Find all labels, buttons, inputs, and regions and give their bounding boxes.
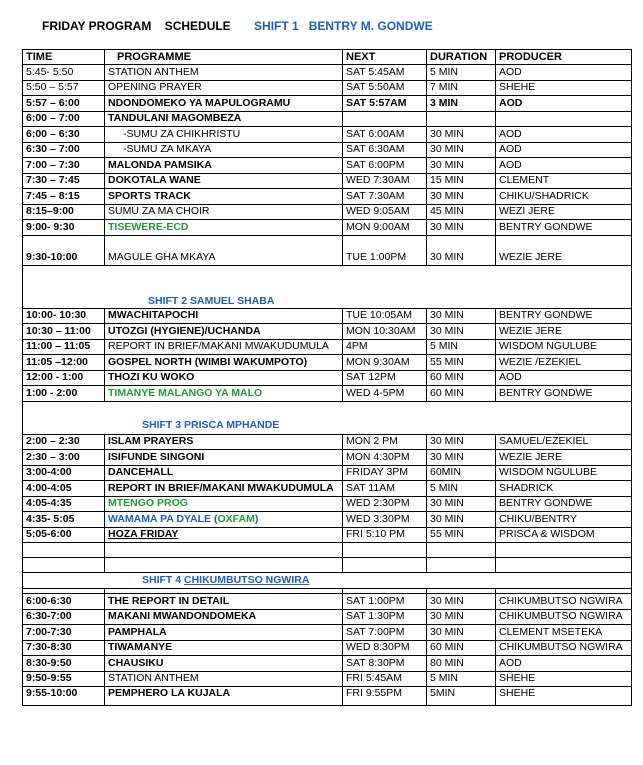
programme-cell: SPORTS TRACK xyxy=(105,189,343,205)
programme-cell: UTOZGI (HYGIENE)/UCHANDA xyxy=(105,324,343,340)
duration-cell: 30 MIN xyxy=(427,158,496,174)
empty-cell xyxy=(105,543,343,558)
programme-cell: THOZI KU WOKO xyxy=(105,370,343,386)
programme-cell: MAKANI MWANDONDOMEKA xyxy=(105,609,343,625)
table-row xyxy=(23,594,632,610)
programme-cell: REPORT IN BRIEF/MAKANI MWAKUDUMULA xyxy=(105,339,343,355)
empty-cell xyxy=(343,558,427,573)
time-cell: 7:00 – 7:30 xyxy=(23,158,105,174)
schedule-title xyxy=(42,19,433,33)
empty-cell xyxy=(343,543,427,558)
time-cell: 9:30-10:00 xyxy=(23,235,105,265)
duration-cell: 15 MIN xyxy=(427,173,496,189)
producer-cell: AOD xyxy=(496,127,632,143)
programme-cell: REPORT IN BRIEF/MAKANI MWAKUDUMULA xyxy=(105,481,343,497)
programme-cell: TIWAMANYE xyxy=(105,640,343,656)
time-cell: 5:50 – 5:57 xyxy=(23,80,105,96)
table-row xyxy=(23,625,632,641)
next-cell: SAT 5:57AM xyxy=(343,96,427,112)
table-row xyxy=(23,324,632,340)
producer-cell: SHEHE xyxy=(496,687,632,706)
next-cell: TUE 10:05AM xyxy=(343,308,427,324)
programme-cell: PEMPHERO LA KUJALA xyxy=(105,687,343,706)
duration-cell xyxy=(427,111,496,127)
duration-cell: 3 MIN xyxy=(427,96,496,112)
producer-cell: WEZI JERE xyxy=(496,204,632,220)
duration-cell: 5MIN xyxy=(427,687,496,706)
duration-cell: 30 MIN xyxy=(427,324,496,340)
table-row xyxy=(23,80,632,96)
next-cell: SAT 6:00PM xyxy=(343,158,427,174)
table-row xyxy=(23,339,632,355)
next-cell: MON 4:30PM xyxy=(343,450,427,466)
time-cell: 6:00 – 6:30 xyxy=(23,127,105,143)
time-cell: 8:30-9:50 xyxy=(23,656,105,672)
next-cell: SAT 12PM xyxy=(343,370,427,386)
table-row xyxy=(23,512,632,528)
table-row xyxy=(23,355,632,371)
next-cell: SAT 1:00PM xyxy=(343,594,427,610)
producer-cell: WISDOM NGULUBE xyxy=(496,465,632,481)
time-cell: 6:30 – 7:00 xyxy=(23,142,105,158)
next-cell: SAT 11AM xyxy=(343,481,427,497)
empty-cell xyxy=(427,543,496,558)
duration-cell: 5 MIN xyxy=(427,65,496,81)
time-cell: 5:05-6:00 xyxy=(23,527,105,543)
header-next: NEXT xyxy=(343,50,427,65)
producer-cell: BENTRY GONDWE xyxy=(496,496,632,512)
header-duration: DURATION xyxy=(427,50,496,65)
table-row xyxy=(23,640,632,656)
table-row xyxy=(23,527,632,543)
empty-cell xyxy=(23,558,105,573)
time-cell: 9:55-10:00 xyxy=(23,687,105,706)
table-row xyxy=(23,496,632,512)
table-row xyxy=(23,142,632,158)
table-row xyxy=(23,609,632,625)
duration-cell: 30 MIN xyxy=(427,434,496,450)
table-row xyxy=(23,687,632,706)
producer-cell xyxy=(496,111,632,127)
table-row xyxy=(23,450,632,466)
programme-part: WAMAMA PA DYALE ( xyxy=(108,512,218,525)
table-row xyxy=(23,65,632,81)
time-cell: 6:00 – 7:00 xyxy=(23,111,105,127)
next-cell: SAT 6:00AM xyxy=(343,127,427,143)
table-row xyxy=(23,671,632,687)
table-row xyxy=(23,370,632,386)
header-row xyxy=(23,50,632,65)
shift2-row xyxy=(23,265,632,308)
duration-cell: 55 MIN xyxy=(427,355,496,371)
duration-cell: 30 MIN xyxy=(427,496,496,512)
shift4-label-cell xyxy=(23,573,632,589)
programme-cell: DANCEHALL xyxy=(105,465,343,481)
shift4-row xyxy=(23,573,632,589)
next-cell: MON 9:00AM xyxy=(343,220,427,236)
next-cell: MON 10:30AM xyxy=(343,324,427,340)
producer-cell: SAMUEL/EZEKIEL xyxy=(496,434,632,450)
producer-cell: WEZIE JERE xyxy=(496,450,632,466)
empty-row xyxy=(23,558,632,573)
programme-part: ) xyxy=(254,512,259,525)
programme-cell: OPENING PRAYER xyxy=(105,80,343,96)
producer-cell: BENTRY GONDWE xyxy=(496,386,632,402)
table-row xyxy=(23,481,632,497)
producer-cell: SHEHE xyxy=(496,80,632,96)
header-time: TIME xyxy=(23,50,105,65)
empty-cell xyxy=(23,543,105,558)
duration-cell: 5 MIN xyxy=(427,339,496,355)
duration-cell: 60 MIN xyxy=(427,640,496,656)
table-row xyxy=(23,656,632,672)
next-cell: SAT 7:30AM xyxy=(343,189,427,205)
table-row xyxy=(23,158,632,174)
next-cell: 4PM xyxy=(343,339,427,355)
producer-cell: WISDOM NGULUBE xyxy=(496,339,632,355)
producer-cell: CHIKUMBUTSO NGWIRA xyxy=(496,594,632,610)
programme-cell xyxy=(105,512,343,528)
next-cell: SAT 5:50AM xyxy=(343,80,427,96)
duration-cell: 30 MIN xyxy=(427,450,496,466)
time-cell: 10:00- 10:30 xyxy=(23,308,105,324)
programme-cell: MWACHITAPOCHI xyxy=(105,308,343,324)
next-cell: WED 7:30AM xyxy=(343,173,427,189)
table-row xyxy=(23,434,632,450)
table-row xyxy=(23,386,632,402)
shift4-name: CHIKUMBUTSO NGWIRA xyxy=(184,574,310,586)
shift3-row xyxy=(23,401,632,434)
time-cell: 4:05-4:35 xyxy=(23,496,105,512)
next-cell: WED 8:30PM xyxy=(343,640,427,656)
duration-cell: 30 MIN xyxy=(427,235,496,265)
table-row xyxy=(23,127,632,143)
table-row xyxy=(23,189,632,205)
programme-cell: CHAUSIKU xyxy=(105,656,343,672)
next-cell: FRI 5:45AM xyxy=(343,671,427,687)
programme-cell: TANDULANI MAGOMBEZA xyxy=(105,111,343,127)
programme-cell: TISEWERE-ECD xyxy=(105,220,343,236)
next-cell: FRIDAY 3PM xyxy=(343,465,427,481)
time-cell: 1:00 - 2:00 xyxy=(23,386,105,402)
time-cell: 7:30 – 7:45 xyxy=(23,173,105,189)
time-cell: 6:00-6:30 xyxy=(23,594,105,610)
duration-cell: 30 MIN xyxy=(427,594,496,610)
table-row xyxy=(23,96,632,112)
title-shift1: SHIFT 1 BENTRY M. GONDWE xyxy=(254,19,433,33)
shift4-label: SHIFT 4 xyxy=(142,574,182,586)
producer-cell: WEZIE JERE xyxy=(496,324,632,340)
empty-cell xyxy=(105,558,343,573)
producer-cell: AOD xyxy=(496,142,632,158)
duration-cell: 60MIN xyxy=(427,465,496,481)
next-cell: SAT 6:30AM xyxy=(343,142,427,158)
duration-cell: 5 MIN xyxy=(427,481,496,497)
programme-cell: PAMPHALA xyxy=(105,625,343,641)
time-cell: 3:00-4:00 xyxy=(23,465,105,481)
duration-cell: 60 MIN xyxy=(427,370,496,386)
next-cell: SAT 7:00PM xyxy=(343,625,427,641)
next-cell: SAT 1:30PM xyxy=(343,609,427,625)
table-row xyxy=(23,308,632,324)
programme-cell: STATION ANTHEM xyxy=(105,65,343,81)
duration-cell: 45 MIN xyxy=(427,204,496,220)
table-row xyxy=(23,111,632,127)
duration-cell: 30 MIN xyxy=(427,609,496,625)
time-cell: 2:30 – 3:00 xyxy=(23,450,105,466)
time-cell: 7:30-8:30 xyxy=(23,640,105,656)
time-cell: 8:15–9:00 xyxy=(23,204,105,220)
duration-cell: 30 MIN xyxy=(427,189,496,205)
programme-cell: HOZA FRIDAY xyxy=(105,527,343,543)
producer-cell: CHIKU/SHADRICK xyxy=(496,189,632,205)
programme-cell: TIMANYE MALANGO YA MALO xyxy=(105,386,343,402)
time-cell: 5:45- 5:50 xyxy=(23,65,105,81)
producer-cell: BENTRY GONDWE xyxy=(496,308,632,324)
programme-cell: THE REPORT IN DETAIL xyxy=(105,594,343,610)
producer-cell: CHIKU/BENTRY xyxy=(496,512,632,528)
producer-cell: AOD xyxy=(496,370,632,386)
producer-cell: CLEMENT MSETEKA xyxy=(496,625,632,641)
duration-cell: 30 MIN xyxy=(427,512,496,528)
table-row xyxy=(23,465,632,481)
schedule-table xyxy=(22,49,632,706)
next-cell: WED 3:30PM xyxy=(343,512,427,528)
next-cell: SAT 5:45AM xyxy=(343,65,427,81)
shift3-label: SHIFT 3 PRISCA MPHANDE xyxy=(23,401,632,434)
next-cell: WED 4-5PM xyxy=(343,386,427,402)
time-cell: 4:00-4:05 xyxy=(23,481,105,497)
time-cell: 12:00 - 1:00 xyxy=(23,370,105,386)
programme-cell: NDONDOMEKO YA MAPULOGRAMU xyxy=(105,96,343,112)
empty-cell xyxy=(427,558,496,573)
duration-cell: 30 MIN xyxy=(427,308,496,324)
table-row xyxy=(23,235,632,265)
time-cell: 10:30 – 11:00 xyxy=(23,324,105,340)
time-cell: 9:00- 9:30 xyxy=(23,220,105,236)
duration-cell: 30 MIN xyxy=(427,625,496,641)
next-cell: WED 2:30PM xyxy=(343,496,427,512)
producer-cell: SHADRICK xyxy=(496,481,632,497)
header-producer: PRODUCER xyxy=(496,50,632,65)
time-cell: 6:30-7:00 xyxy=(23,609,105,625)
header-programme: PROGRAMME xyxy=(105,50,343,65)
programme-cell: MTENGO PROG xyxy=(105,496,343,512)
producer-cell: AOD xyxy=(496,158,632,174)
duration-cell: 7 MIN xyxy=(427,80,496,96)
producer-cell: BENTRY GONDWE xyxy=(496,220,632,236)
empty-row xyxy=(23,543,632,558)
duration-cell: 80 MIN xyxy=(427,656,496,672)
time-cell: 11:05 –12:00 xyxy=(23,355,105,371)
programme-cell: DOKOTALA WANE xyxy=(105,173,343,189)
producer-cell: PRISCA & WISDOM xyxy=(496,527,632,543)
time-cell: 11:00 – 11:05 xyxy=(23,339,105,355)
producer-cell: CLEMENT xyxy=(496,173,632,189)
next-cell: WED 9:05AM xyxy=(343,204,427,220)
title-main: FRIDAY PROGRAM SCHEDULE xyxy=(42,19,231,33)
time-cell: 7:00-7:30 xyxy=(23,625,105,641)
time-cell: 5:57 – 6:00 xyxy=(23,96,105,112)
empty-cell xyxy=(496,543,632,558)
duration-cell: 30 MIN xyxy=(427,127,496,143)
time-cell: 7:45 – 8:15 xyxy=(23,189,105,205)
table-row xyxy=(23,173,632,189)
next-cell: FRI 9:55PM xyxy=(343,687,427,706)
time-cell: 2:00 – 2:30 xyxy=(23,434,105,450)
programme-cell: ISLAM PRAYERS xyxy=(105,434,343,450)
shift2-label: SHIFT 2 SAMUEL SHABA xyxy=(23,265,632,308)
programme-cell: MALONDA PAMSIKA xyxy=(105,158,343,174)
table-row xyxy=(23,204,632,220)
programme-part-sponsor: OXFAM xyxy=(217,512,255,525)
time-cell: 4:35- 5:05 xyxy=(23,512,105,528)
next-cell: MON 2 PM xyxy=(343,434,427,450)
duration-cell: 60 MIN xyxy=(427,386,496,402)
next-cell: MON 9:30AM xyxy=(343,355,427,371)
producer-cell: SHEHE xyxy=(496,671,632,687)
producer-cell: AOD xyxy=(496,65,632,81)
duration-cell: 30 MIN xyxy=(427,142,496,158)
duration-cell: 55 MIN xyxy=(427,527,496,543)
programme-cell: ISIFUNDE SINGONI xyxy=(105,450,343,466)
next-cell: FRI 5:10 PM xyxy=(343,527,427,543)
duration-cell: 30 MIN xyxy=(427,220,496,236)
producer-cell: CHIKUMBUTSO NGWIRA xyxy=(496,640,632,656)
next-cell xyxy=(343,111,427,127)
programme-cell: MAGULE GHA MKAYA xyxy=(105,235,343,265)
programme-cell: STATION ANTHEM xyxy=(105,671,343,687)
producer-cell: AOD xyxy=(496,96,632,112)
table-row xyxy=(23,220,632,236)
next-cell: TUE 1:00PM xyxy=(343,235,427,265)
duration-cell: 5 MIN xyxy=(427,671,496,687)
producer-cell: WEZIE JERE xyxy=(496,235,632,265)
next-cell: SAT 8:30PM xyxy=(343,656,427,672)
empty-cell xyxy=(496,558,632,573)
programme-cell: -SUMU ZA CHIKHRISTU xyxy=(105,127,343,143)
programme-cell: -SUMU ZA MKAYA xyxy=(105,142,343,158)
producer-cell: AOD xyxy=(496,656,632,672)
programme-cell: GOSPEL NORTH (WIMBI WAKUMPOTO) xyxy=(105,355,343,371)
programme-cell: SUMU ZA MA CHOIR xyxy=(105,204,343,220)
time-cell: 9:50-9:55 xyxy=(23,671,105,687)
producer-cell: WEZIE /EZEKIEL xyxy=(496,355,632,371)
producer-cell: CHIKUMBUTSO NGWIRA xyxy=(496,609,632,625)
